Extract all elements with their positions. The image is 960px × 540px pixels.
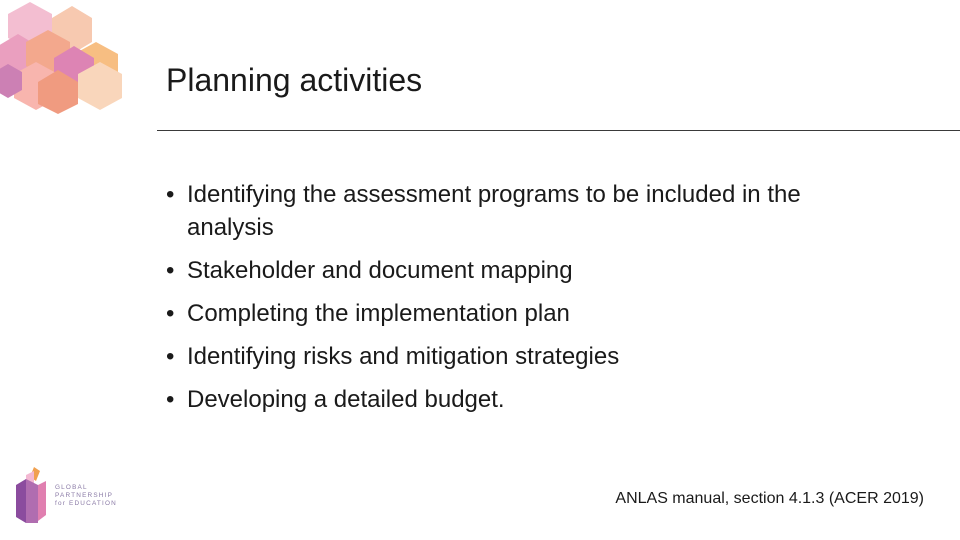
bullet-item: • Identifying the assessment programs to be included in the analysis <box>166 178 886 244</box>
bullet-item: • Identifying risks and mitigation strategies <box>166 340 886 373</box>
books-logo-icon <box>12 465 52 525</box>
bullet-list <box>166 178 886 416</box>
logo-line: GLOBAL <box>55 484 88 491</box>
logo-wordmark <box>55 484 117 508</box>
bullet-item: • Completing the implementation plan <box>166 297 886 330</box>
logo-line: PARTNERSHIP <box>55 492 114 499</box>
slide-title: Planning activities <box>166 62 423 98</box>
logo-line: for EDUCATION <box>55 500 117 507</box>
bullet-item: • Stakeholder and document mapping <box>166 254 886 287</box>
bullet-item: • Developing a detailed budget. <box>166 383 886 416</box>
title-divider <box>157 130 960 131</box>
hexagon-pattern-decoration <box>0 0 130 115</box>
gpe-logo <box>12 465 122 525</box>
source-citation: ANLAS manual, section 4.1.3 (ACER 2019) <box>615 490 924 507</box>
